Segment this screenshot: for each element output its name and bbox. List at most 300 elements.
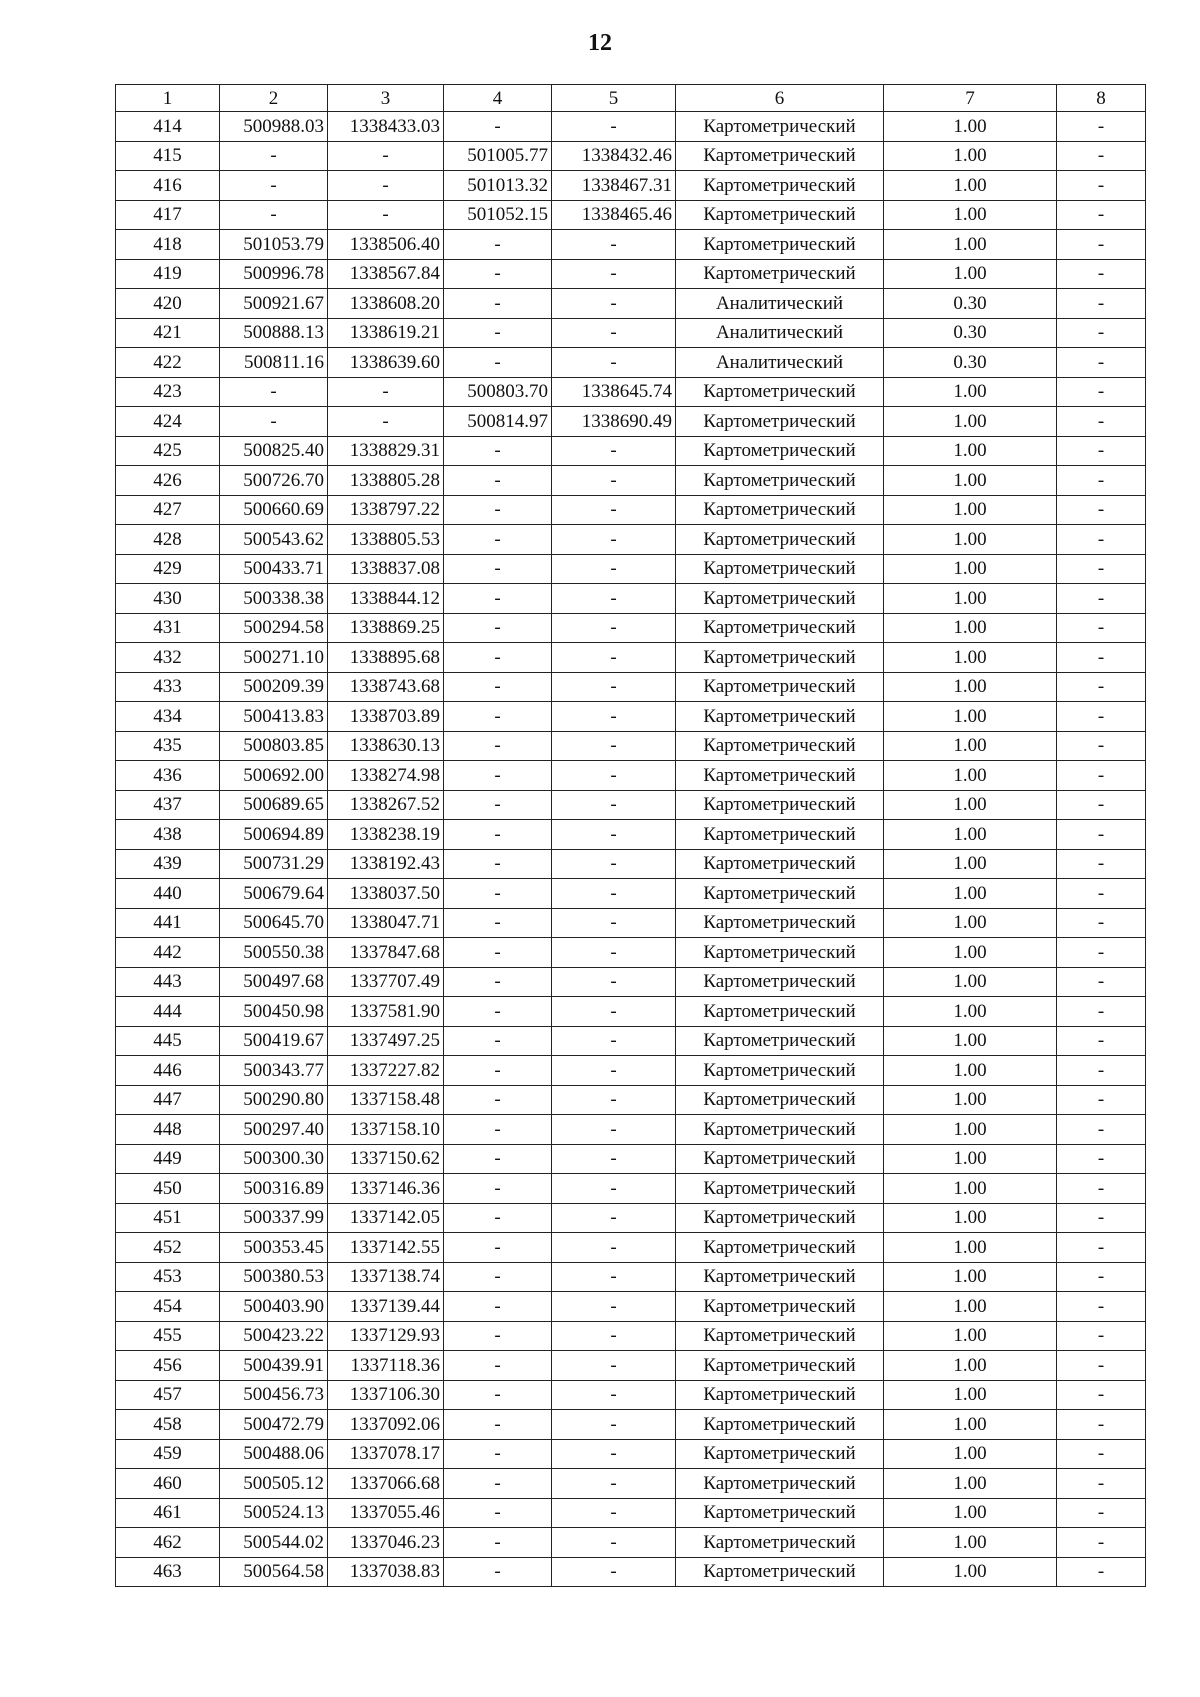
table-row [116, 436, 1146, 466]
table-row [116, 112, 1146, 142]
table-row [116, 1380, 1146, 1410]
x-coordinate-cell: 500544.02 [220, 1528, 328, 1558]
y-coordinate-cell: 1338895.68 [328, 643, 444, 673]
point-number-cell: 439 [116, 849, 220, 879]
x-new-coordinate-cell: - [444, 1469, 552, 1499]
x-new-coordinate-cell: - [444, 1410, 552, 1440]
accuracy-cell: 1.00 [884, 141, 1057, 171]
table-row [116, 584, 1146, 614]
table-row [116, 761, 1146, 791]
accuracy-cell: 1.00 [884, 1262, 1057, 1292]
y-coordinate-cell: 1338047.71 [328, 908, 444, 938]
point-number-cell: 454 [116, 1292, 220, 1322]
y-new-coordinate-cell: - [552, 318, 676, 348]
table-row [116, 731, 1146, 761]
method-cell: Картометрический [676, 554, 884, 584]
x-new-coordinate-cell: - [444, 1498, 552, 1528]
column-header: 6 [676, 85, 884, 112]
y-coordinate-cell: 1338805.28 [328, 466, 444, 496]
method-cell: Картометрический [676, 1144, 884, 1174]
table-row [116, 1174, 1146, 1204]
x-new-coordinate-cell: - [444, 230, 552, 260]
x-new-coordinate-cell: - [444, 672, 552, 702]
point-number-cell: 423 [116, 377, 220, 407]
x-coordinate-cell: 500811.16 [220, 348, 328, 378]
accuracy-cell: 1.00 [884, 1144, 1057, 1174]
x-coordinate-cell: 500689.65 [220, 790, 328, 820]
method-cell: Картометрический [676, 761, 884, 791]
accuracy-cell: 0.30 [884, 318, 1057, 348]
y-new-coordinate-cell: - [552, 731, 676, 761]
y-new-coordinate-cell: - [552, 1321, 676, 1351]
x-coordinate-cell: 500825.40 [220, 436, 328, 466]
table-row [116, 1321, 1146, 1351]
x-coordinate-cell: 500380.53 [220, 1262, 328, 1292]
x-new-coordinate-cell: - [444, 849, 552, 879]
method-cell: Картометрический [676, 997, 884, 1027]
y-coordinate-cell: 1337129.93 [328, 1321, 444, 1351]
x-coordinate-cell: 500505.12 [220, 1469, 328, 1499]
y-coordinate-cell: 1337150.62 [328, 1144, 444, 1174]
table-row [116, 1233, 1146, 1263]
x-coordinate-cell: 500660.69 [220, 495, 328, 525]
method-cell: Картометрический [676, 1085, 884, 1115]
y-coordinate-cell: 1338829.31 [328, 436, 444, 466]
x-coordinate-cell: - [220, 200, 328, 230]
note-cell: - [1057, 1262, 1146, 1292]
y-coordinate-cell: 1337106.30 [328, 1380, 444, 1410]
method-cell: Картометрический [676, 1498, 884, 1528]
accuracy-cell: 1.00 [884, 908, 1057, 938]
method-cell: Картометрический [676, 1203, 884, 1233]
note-cell: - [1057, 1174, 1146, 1204]
method-cell: Картометрический [676, 141, 884, 171]
y-new-coordinate-cell: - [552, 1085, 676, 1115]
note-cell: - [1057, 377, 1146, 407]
x-new-coordinate-cell: - [444, 1557, 552, 1587]
note-cell: - [1057, 997, 1146, 1027]
note-cell: - [1057, 672, 1146, 702]
table-row [116, 997, 1146, 1027]
note-cell: - [1057, 879, 1146, 909]
table-row [116, 1056, 1146, 1086]
y-coordinate-cell: 1337055.46 [328, 1498, 444, 1528]
accuracy-cell: 1.00 [884, 1321, 1057, 1351]
x-coordinate-cell: 500988.03 [220, 112, 328, 142]
x-coordinate-cell: 500343.77 [220, 1056, 328, 1086]
method-cell: Картометрический [676, 1439, 884, 1469]
column-header: 2 [220, 85, 328, 112]
x-coordinate-cell: - [220, 407, 328, 437]
x-new-coordinate-cell: - [444, 1085, 552, 1115]
x-new-coordinate-cell: - [444, 1351, 552, 1381]
table-row [116, 554, 1146, 584]
y-coordinate-cell: 1338805.53 [328, 525, 444, 555]
point-number-cell: 430 [116, 584, 220, 614]
table-row [116, 1085, 1146, 1115]
x-coordinate-cell: 500488.06 [220, 1439, 328, 1469]
accuracy-cell: 1.00 [884, 1439, 1057, 1469]
table-row [116, 1351, 1146, 1381]
method-cell: Картометрический [676, 1233, 884, 1263]
x-new-coordinate-cell: - [444, 318, 552, 348]
y-new-coordinate-cell: - [552, 495, 676, 525]
x-coordinate-cell: 500294.58 [220, 613, 328, 643]
table-row [116, 466, 1146, 496]
note-cell: - [1057, 849, 1146, 879]
accuracy-cell: 1.00 [884, 525, 1057, 555]
note-cell: - [1057, 702, 1146, 732]
table-row [116, 1410, 1146, 1440]
column-header: 8 [1057, 85, 1146, 112]
y-coordinate-cell: 1337038.83 [328, 1557, 444, 1587]
method-cell: Картометрический [676, 613, 884, 643]
note-cell: - [1057, 112, 1146, 142]
x-new-coordinate-cell: - [444, 908, 552, 938]
y-coordinate-cell: 1338639.60 [328, 348, 444, 378]
note-cell: - [1057, 495, 1146, 525]
x-coordinate-cell: 500419.67 [220, 1026, 328, 1056]
table-row [116, 1115, 1146, 1145]
y-new-coordinate-cell: - [552, 967, 676, 997]
accuracy-cell: 1.00 [884, 1380, 1057, 1410]
accuracy-cell: 1.00 [884, 1085, 1057, 1115]
point-number-cell: 428 [116, 525, 220, 555]
method-cell: Картометрический [676, 1469, 884, 1499]
accuracy-cell: 1.00 [884, 1498, 1057, 1528]
table-row [116, 377, 1146, 407]
y-coordinate-cell: 1338037.50 [328, 879, 444, 909]
x-coordinate-cell: 500803.85 [220, 731, 328, 761]
note-cell: - [1057, 1380, 1146, 1410]
method-cell: Картометрический [676, 466, 884, 496]
note-cell: - [1057, 1498, 1146, 1528]
point-number-cell: 417 [116, 200, 220, 230]
point-number-cell: 422 [116, 348, 220, 378]
x-coordinate-cell: 501053.79 [220, 230, 328, 260]
y-coordinate-cell: 1337158.48 [328, 1085, 444, 1115]
accuracy-cell: 1.00 [884, 1292, 1057, 1322]
point-number-cell: 447 [116, 1085, 220, 1115]
accuracy-cell: 1.00 [884, 731, 1057, 761]
accuracy-cell: 1.00 [884, 613, 1057, 643]
x-new-coordinate-cell: - [444, 1203, 552, 1233]
table-row [116, 1439, 1146, 1469]
table-row [116, 171, 1146, 201]
y-new-coordinate-cell: - [552, 1262, 676, 1292]
point-number-cell: 416 [116, 171, 220, 201]
point-number-cell: 448 [116, 1115, 220, 1145]
y-coordinate-cell: 1338274.98 [328, 761, 444, 791]
x-new-coordinate-cell: - [444, 1174, 552, 1204]
y-new-coordinate-cell: - [552, 702, 676, 732]
y-coordinate-cell: - [328, 171, 444, 201]
x-coordinate-cell: 500726.70 [220, 466, 328, 496]
point-number-cell: 437 [116, 790, 220, 820]
x-coordinate-cell: 500692.00 [220, 761, 328, 791]
accuracy-cell: 1.00 [884, 407, 1057, 437]
method-cell: Картометрический [676, 525, 884, 555]
y-new-coordinate-cell: - [552, 1115, 676, 1145]
y-coordinate-cell: 1338703.89 [328, 702, 444, 732]
note-cell: - [1057, 1233, 1146, 1263]
method-cell: Картометрический [676, 1292, 884, 1322]
y-coordinate-cell: 1337118.36 [328, 1351, 444, 1381]
y-coordinate-cell: 1338267.52 [328, 790, 444, 820]
y-coordinate-cell: 1338567.84 [328, 259, 444, 289]
method-cell: Картометрический [676, 1557, 884, 1587]
point-number-cell: 429 [116, 554, 220, 584]
note-cell: - [1057, 141, 1146, 171]
x-new-coordinate-cell: - [444, 1528, 552, 1558]
point-number-cell: 441 [116, 908, 220, 938]
y-new-coordinate-cell: 1338690.49 [552, 407, 676, 437]
x-new-coordinate-cell: 501052.15 [444, 200, 552, 230]
y-coordinate-cell: 1338238.19 [328, 820, 444, 850]
note-cell: - [1057, 1410, 1146, 1440]
accuracy-cell: 1.00 [884, 938, 1057, 968]
point-number-cell: 451 [116, 1203, 220, 1233]
accuracy-cell: 0.30 [884, 348, 1057, 378]
note-cell: - [1057, 1026, 1146, 1056]
x-new-coordinate-cell: - [444, 1115, 552, 1145]
table-row [116, 672, 1146, 702]
point-number-cell: 444 [116, 997, 220, 1027]
accuracy-cell: 1.00 [884, 1351, 1057, 1381]
note-cell: - [1057, 1557, 1146, 1587]
x-coordinate-cell: 500679.64 [220, 879, 328, 909]
note-cell: - [1057, 171, 1146, 201]
note-cell: - [1057, 938, 1146, 968]
note-cell: - [1057, 436, 1146, 466]
y-new-coordinate-cell: - [552, 820, 676, 850]
x-new-coordinate-cell: - [444, 1262, 552, 1292]
y-new-coordinate-cell: - [552, 938, 676, 968]
note-cell: - [1057, 466, 1146, 496]
y-new-coordinate-cell: - [552, 1026, 676, 1056]
y-coordinate-cell: 1337078.17 [328, 1439, 444, 1469]
point-number-cell: 446 [116, 1056, 220, 1086]
x-new-coordinate-cell: - [444, 731, 552, 761]
x-coordinate-cell: 500338.38 [220, 584, 328, 614]
point-number-cell: 443 [116, 967, 220, 997]
accuracy-cell: 1.00 [884, 554, 1057, 584]
table-row [116, 967, 1146, 997]
x-coordinate-cell: 500472.79 [220, 1410, 328, 1440]
x-coordinate-cell: - [220, 377, 328, 407]
x-coordinate-cell: 500694.89 [220, 820, 328, 850]
x-coordinate-cell: 500543.62 [220, 525, 328, 555]
accuracy-cell: 1.00 [884, 1056, 1057, 1086]
y-new-coordinate-cell: 1338465.46 [552, 200, 676, 230]
accuracy-cell: 1.00 [884, 1115, 1057, 1145]
accuracy-cell: 1.00 [884, 112, 1057, 142]
y-new-coordinate-cell: - [552, 1056, 676, 1086]
y-new-coordinate-cell: - [552, 672, 676, 702]
accuracy-cell: 1.00 [884, 1174, 1057, 1204]
y-coordinate-cell: 1337227.82 [328, 1056, 444, 1086]
method-cell: Картометрический [676, 259, 884, 289]
method-cell: Картометрический [676, 849, 884, 879]
column-header: 3 [328, 85, 444, 112]
y-new-coordinate-cell: - [552, 289, 676, 319]
x-coordinate-cell: 500996.78 [220, 259, 328, 289]
y-new-coordinate-cell: - [552, 1203, 676, 1233]
point-number-cell: 420 [116, 289, 220, 319]
note-cell: - [1057, 613, 1146, 643]
y-new-coordinate-cell: 1338467.31 [552, 171, 676, 201]
method-cell: Картометрический [676, 1262, 884, 1292]
y-new-coordinate-cell: - [552, 112, 676, 142]
method-cell: Картометрический [676, 436, 884, 466]
table-row [116, 525, 1146, 555]
column-header: 5 [552, 85, 676, 112]
method-cell: Картометрический [676, 1380, 884, 1410]
x-coordinate-cell: 500456.73 [220, 1380, 328, 1410]
y-coordinate-cell: 1338619.21 [328, 318, 444, 348]
y-new-coordinate-cell: - [552, 436, 676, 466]
page-number: 12 [588, 30, 612, 56]
y-new-coordinate-cell: - [552, 879, 676, 909]
point-number-cell: 459 [116, 1439, 220, 1469]
method-cell: Картометрический [676, 938, 884, 968]
note-cell: - [1057, 318, 1146, 348]
y-new-coordinate-cell: - [552, 584, 676, 614]
y-new-coordinate-cell: 1338645.74 [552, 377, 676, 407]
note-cell: - [1057, 407, 1146, 437]
x-coordinate-cell: 500300.30 [220, 1144, 328, 1174]
y-coordinate-cell: 1338506.40 [328, 230, 444, 260]
y-coordinate-cell: 1337138.74 [328, 1262, 444, 1292]
x-new-coordinate-cell: - [444, 259, 552, 289]
x-new-coordinate-cell: 501005.77 [444, 141, 552, 171]
table-row [116, 643, 1146, 673]
table-row [116, 1144, 1146, 1174]
y-coordinate-cell: - [328, 407, 444, 437]
x-new-coordinate-cell: 500803.70 [444, 377, 552, 407]
x-coordinate-cell: 500921.67 [220, 289, 328, 319]
accuracy-cell: 1.00 [884, 672, 1057, 702]
x-coordinate-cell: 500290.80 [220, 1085, 328, 1115]
x-coordinate-cell: 500413.83 [220, 702, 328, 732]
point-number-cell: 426 [116, 466, 220, 496]
x-coordinate-cell: - [220, 171, 328, 201]
table-row [116, 318, 1146, 348]
accuracy-cell: 1.00 [884, 643, 1057, 673]
table-row [116, 495, 1146, 525]
point-number-cell: 431 [116, 613, 220, 643]
x-new-coordinate-cell: - [444, 112, 552, 142]
x-new-coordinate-cell: - [444, 1026, 552, 1056]
table-row [116, 1469, 1146, 1499]
point-number-cell: 463 [116, 1557, 220, 1587]
table-row [116, 200, 1146, 230]
method-cell: Картометрический [676, 112, 884, 142]
accuracy-cell: 1.00 [884, 702, 1057, 732]
point-number-cell: 457 [116, 1380, 220, 1410]
x-new-coordinate-cell: - [444, 613, 552, 643]
x-new-coordinate-cell: - [444, 1144, 552, 1174]
method-cell: Картометрический [676, 200, 884, 230]
accuracy-cell: 1.00 [884, 1026, 1057, 1056]
column-header: 4 [444, 85, 552, 112]
x-new-coordinate-cell: - [444, 643, 552, 673]
accuracy-cell: 1.00 [884, 230, 1057, 260]
x-coordinate-cell: 500439.91 [220, 1351, 328, 1381]
x-coordinate-cell: 500271.10 [220, 643, 328, 673]
y-coordinate-cell: 1338192.43 [328, 849, 444, 879]
note-cell: - [1057, 1351, 1146, 1381]
x-coordinate-cell: 500497.68 [220, 967, 328, 997]
note-cell: - [1057, 1085, 1146, 1115]
table-row [116, 879, 1146, 909]
column-header: 1 [116, 85, 220, 112]
accuracy-cell: 1.00 [884, 849, 1057, 879]
column-header: 7 [884, 85, 1057, 112]
accuracy-cell: 1.00 [884, 761, 1057, 791]
note-cell: - [1057, 1439, 1146, 1469]
y-coordinate-cell: 1338797.22 [328, 495, 444, 525]
y-coordinate-cell: 1338433.03 [328, 112, 444, 142]
method-cell: Картометрический [676, 967, 884, 997]
table-row [116, 613, 1146, 643]
table-row [116, 259, 1146, 289]
point-number-cell: 440 [116, 879, 220, 909]
method-cell: Картометрический [676, 1410, 884, 1440]
y-coordinate-cell: 1337142.05 [328, 1203, 444, 1233]
method-cell: Аналитический [676, 289, 884, 319]
y-new-coordinate-cell: - [552, 466, 676, 496]
point-number-cell: 445 [116, 1026, 220, 1056]
x-new-coordinate-cell: - [444, 289, 552, 319]
y-new-coordinate-cell: - [552, 613, 676, 643]
y-coordinate-cell: 1337092.06 [328, 1410, 444, 1440]
y-new-coordinate-cell: - [552, 1233, 676, 1263]
note-cell: - [1057, 554, 1146, 584]
x-new-coordinate-cell: - [444, 938, 552, 968]
x-coordinate-cell: 500297.40 [220, 1115, 328, 1145]
method-cell: Картометрический [676, 495, 884, 525]
accuracy-cell: 1.00 [884, 1557, 1057, 1587]
table-row [116, 1557, 1146, 1587]
accuracy-cell: 1.00 [884, 200, 1057, 230]
x-coordinate-cell: 500403.90 [220, 1292, 328, 1322]
note-cell: - [1057, 1056, 1146, 1086]
point-number-cell: 432 [116, 643, 220, 673]
x-coordinate-cell: 500353.45 [220, 1233, 328, 1263]
y-new-coordinate-cell: - [552, 1498, 676, 1528]
point-number-cell: 418 [116, 230, 220, 260]
method-cell: Картометрический [676, 171, 884, 201]
method-cell: Картометрический [676, 407, 884, 437]
accuracy-cell: 1.00 [884, 790, 1057, 820]
x-new-coordinate-cell: - [444, 584, 552, 614]
table-row [116, 849, 1146, 879]
y-coordinate-cell: - [328, 377, 444, 407]
x-coordinate-cell: 500209.39 [220, 672, 328, 702]
x-new-coordinate-cell: - [444, 1292, 552, 1322]
note-cell: - [1057, 1203, 1146, 1233]
point-number-cell: 435 [116, 731, 220, 761]
note-cell: - [1057, 525, 1146, 555]
y-new-coordinate-cell: - [552, 1292, 676, 1322]
x-new-coordinate-cell: - [444, 790, 552, 820]
y-coordinate-cell: 1337139.44 [328, 1292, 444, 1322]
point-number-cell: 436 [116, 761, 220, 791]
point-number-cell: 434 [116, 702, 220, 732]
x-new-coordinate-cell: - [444, 348, 552, 378]
x-new-coordinate-cell: - [444, 554, 552, 584]
